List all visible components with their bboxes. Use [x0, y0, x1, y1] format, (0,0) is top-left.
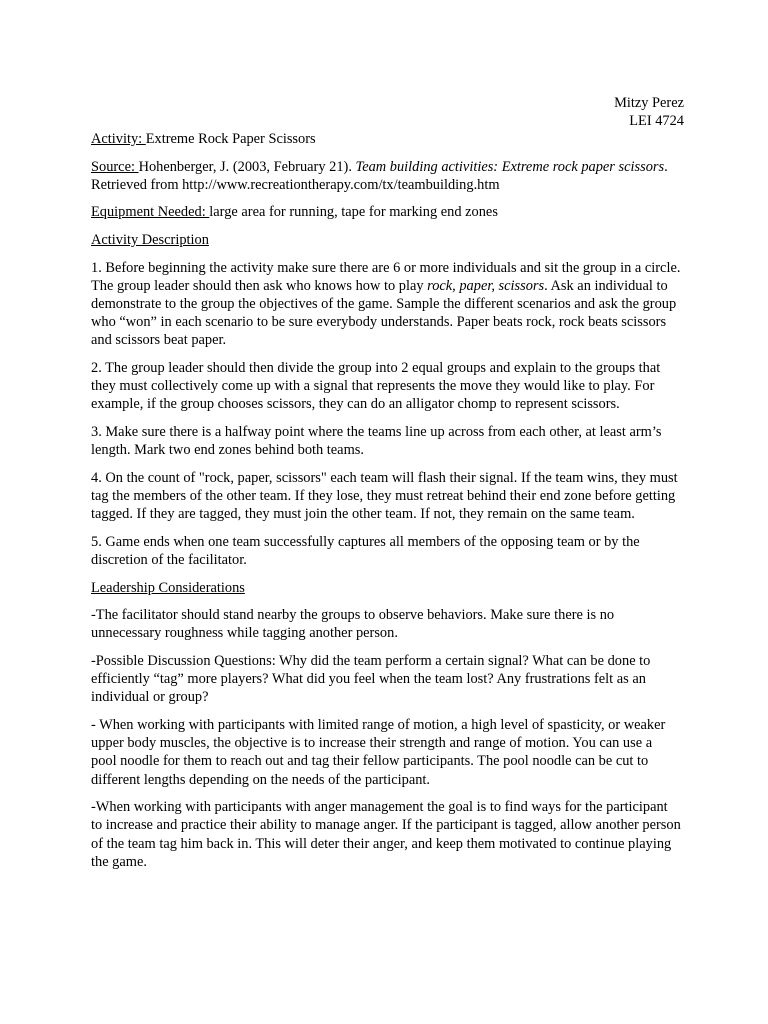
source-title: Team building activities: Extreme rock paper scissors: [355, 158, 665, 175]
step-2: 2. The group leader should then divide the group into 2 equal groups and explain to the groups that they must collectively come up with a signal that represents the move they would like to play. For example, if the group chooses scissors, they can do an alligator chomp to represent scissors.: [91, 359, 661, 413]
course-code: LEI 4724: [629, 113, 684, 129]
source-line: [91, 158, 681, 194]
equipment-value: large area for running, tape for marking end zones: [209, 204, 498, 221]
activity-line: [91, 130, 681, 148]
leadership-item-2: -Possible Discussion Questions: Why did the team perform a certain signal? What can be done to efficiently “tag” more players? What did you feel when the team lost? Any frustrations felt as an individual or group?: [91, 652, 651, 706]
step-3: 3. Make sure there is a halfway point where the teams line up across from each other, at least arm’s length. Mark two end zones behind both teams.: [91, 423, 662, 459]
equipment-label: Equipment Needed:: [91, 204, 210, 221]
step-1-italic: rock, paper, scissors: [427, 277, 545, 294]
equipment-line: [91, 203, 681, 221]
step-1: [91, 259, 681, 350]
activity-value: Extreme Rock Paper Scissors: [145, 131, 316, 147]
step-1-after: . Ask an individual to demonstrate to the group the objectives of the game. Sample the different scenarios and ask the group who “won” in each scenario to be sure everybody understands. Paper beats rock, rock beats scissors and scissors beat paper.: [91, 277, 677, 349]
source-text-before: Hohenberger, J. (2003, February 21).: [138, 158, 356, 175]
activity-description-heading: Activity Description: [91, 231, 209, 248]
leadership-item-1: -The facilitator should stand nearby the groups to observe behaviors. Make sure there is no unnecessary roughness while tagging another person.: [91, 607, 615, 642]
step-1-before: 1. Before beginning the activity make sure there are 6 or more individuals and sit the group in a circle. The group leader should then ask who knows how to play: [91, 259, 681, 294]
activity-label: Activity:: [91, 131, 146, 147]
author-name: Mitzy Perez: [614, 95, 684, 111]
leadership-item-4: -When working with participants with anger management the goal is to find ways for the participant to increase and practice their ability to manage anger. If the participant is tagged, allow another person of the team tag him back in. This will deter their anger, and keep them motivated to continue playing the game.: [91, 799, 681, 870]
step-5: 5. Game ends when one team successfully captures all members of the opposing team or by the discretion of the facilitator.: [91, 533, 640, 568]
leadership-heading: Leadership Considerations: [91, 579, 245, 596]
leadership-item-3: - When working with participants with limited range of motion, a high level of spasticity, or weaker upper body muscles, the objective is to increase their strength and range of motion. You can use a pool noodle for them to reach out and tag their fellow participants. The pool noodle can be cut to different lengths depending on the needs of the participant.: [91, 716, 666, 788]
source-text-after: . Retrieved from http://www.recreationtherapy.com/tx/teambuilding.htm: [91, 158, 668, 193]
source-label: Source:: [91, 158, 139, 175]
step-4: 4. On the count of "rock, paper, scissors" each team will flash their signal. If the team wins, they must tag the members of the other team. If they lose, they must retreat behind their end zone before getting tagged. If they are tagged, they must join the other team. If not, they remain on the same team.: [91, 469, 678, 523]
document-body: [91, 94, 684, 880]
author-header: [91, 94, 684, 130]
